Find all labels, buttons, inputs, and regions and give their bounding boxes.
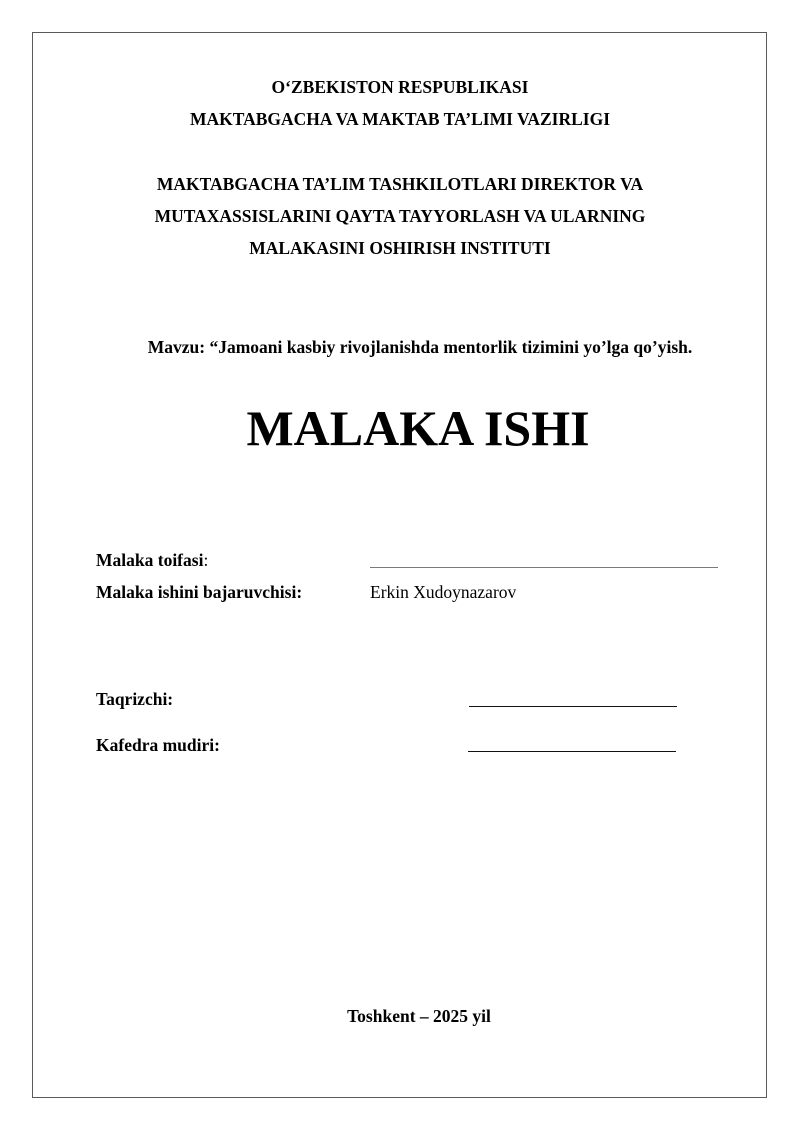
institute-heading-line1: MAKTABGACHA TA’LIM TASHKILOTLARI DIREKTOR VA [156, 174, 644, 194]
institute-heading-line3: MALAKASINI OSHIRISH INSTITUTI [249, 238, 551, 258]
category-blank-line [370, 567, 718, 568]
reviewer-signature-line [469, 706, 677, 707]
category-label-text: Malaka toifasi [96, 550, 204, 570]
institute-heading-line2: MUTAXASSISLARINI QAYTA TAYYORLASH VA ULARNING [154, 206, 646, 226]
performer-value: Erkin Xudoynazarov [370, 582, 517, 602]
category-label-colon: : [203, 550, 209, 570]
department-head-label: Kafedra mudiri: [96, 735, 220, 755]
reviewer-label: Taqrizchi: [96, 689, 174, 709]
document-title: MALAKA ISHI [246, 400, 590, 456]
performer-label: Malaka ishini bajaruvchisi: [96, 582, 303, 602]
ministry-heading: MAKTABGACHA VA MAKTAB TA’LIMI VAZIRLIGI [189, 109, 611, 129]
country-heading: O‘ZBEKISTON RESPUBLIKASI [271, 77, 529, 97]
category-label [96, 549, 208, 571]
place-year: Toshkent – 2025 yil [347, 1006, 491, 1026]
department-head-signature-line [468, 751, 676, 752]
topic-line: Mavzu: “Jamoani kasbiy rivojlanishda mentorlik tizimini yo’lga qo’yish. [147, 337, 693, 357]
